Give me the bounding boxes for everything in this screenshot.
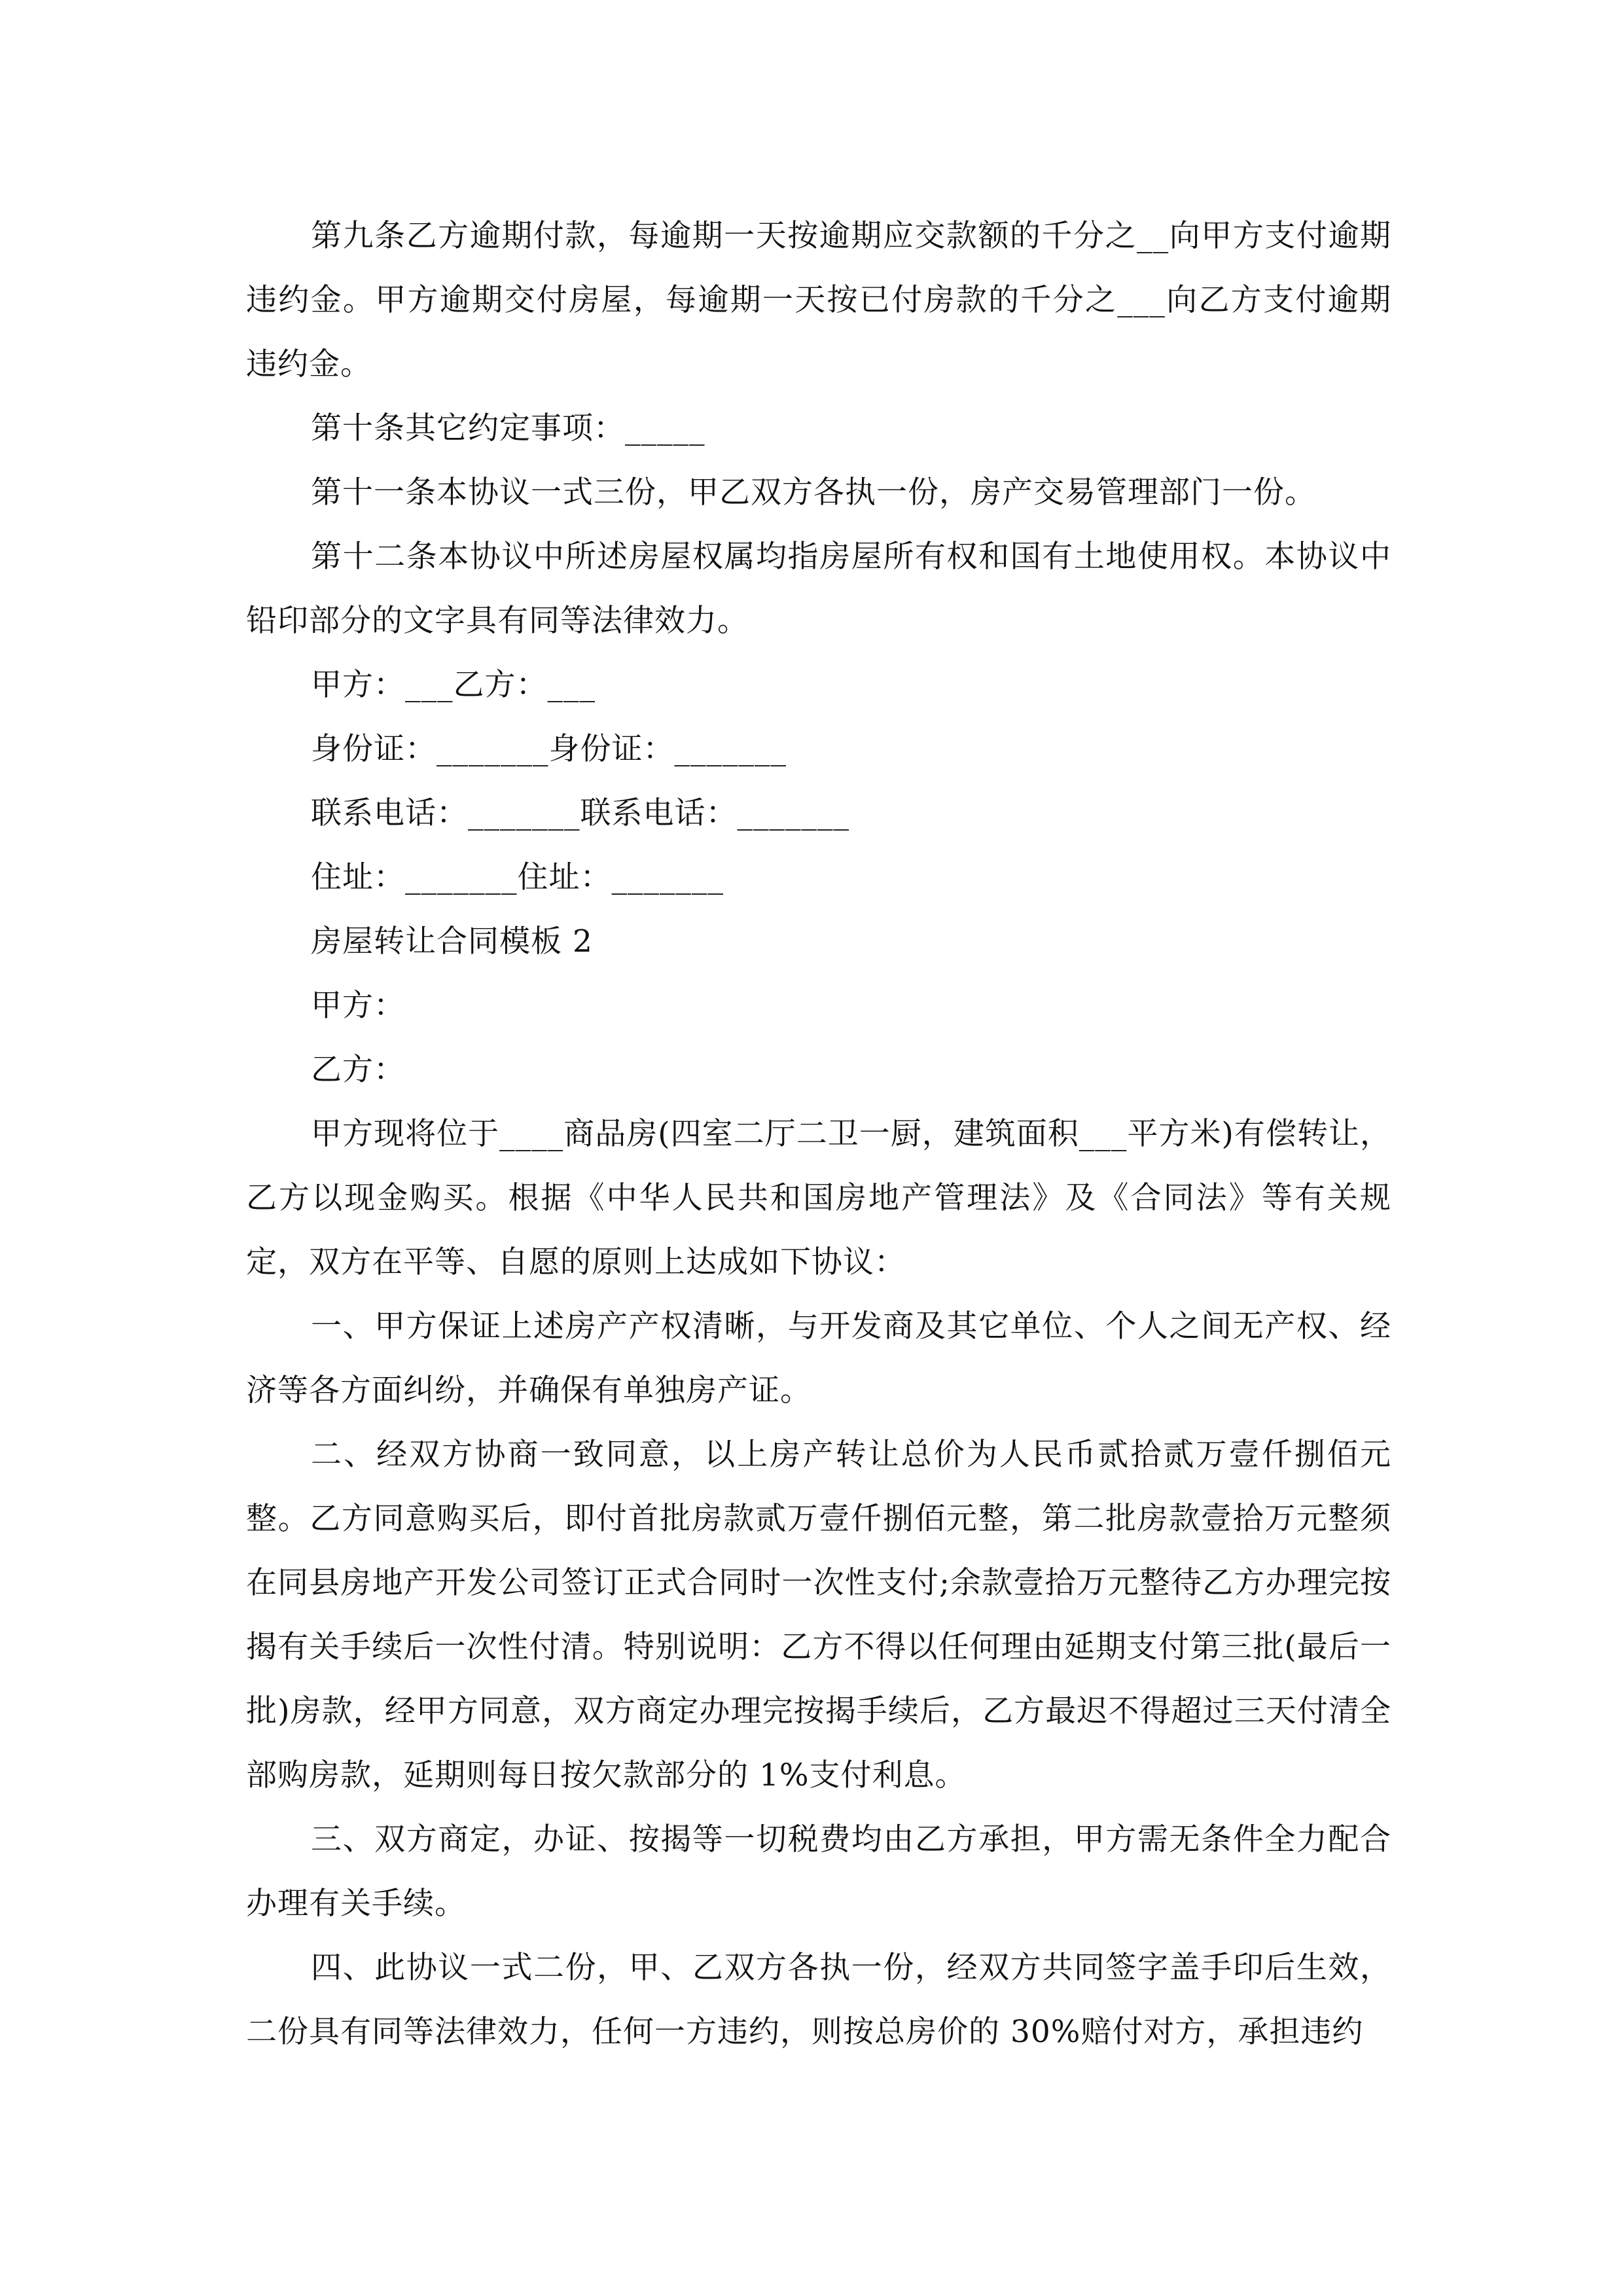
clause-3-paragraph: 三、双方商定，办证、按揭等一切税费均由乙方承担，甲方需无条件全力配合办理有关手续。 <box>246 1821 1391 1922</box>
party-b-line: 乙方： <box>311 1052 405 1088</box>
party-signature-line: 甲方：___乙方：___ <box>311 667 596 703</box>
clause-4-paragraph: 四、此协议一式二份，甲、乙双方各执一份，经双方共同签字盖手印后生效，二份具有同等法律效力，任何一方违约，则按总房价的 30%赔付对方，承担违约 <box>246 1950 1391 2050</box>
phone-line: 联系电话：_______联系电话：_______ <box>311 795 849 831</box>
address-line: 住址：_______住址：_______ <box>311 859 724 895</box>
id-card-line: 身份证：_______身份证：_______ <box>311 731 787 767</box>
template-2-heading: 房屋转让合同模板 2 <box>311 924 593 960</box>
intro-paragraph: 甲方现将位于____商品房(四室二厅二卫一厨，建筑面积___平方米)有偿转让，乙方以现金购买。根据《中华人民共和国房地产管理法》及《合同法》等有关规定，双方在平等、自愿的原则上达成如下协议： <box>246 1116 1391 1280</box>
clause-1-paragraph: 一、甲方保证上述房产产权清晰，与开发商及其它单位、个人之间无产权、经济等各方面纠纷，并确保有单独房产证。 <box>246 1308 1391 1408</box>
clause-2-paragraph: 二、经双方协商一致同意，以上房产转让总价为人民币贰拾贰万壹仟捌佰元整。乙方同意购买后，即付首批房款贰万壹仟捌佰元整，第二批房款壹拾万元整须在同县房地产开发公司签订正式合同时一次性支付;余款壹拾万元整待乙方办理完按揭有关手续后一次性付清。特别说明：乙方不得以任何理由延期支付第三批(最后一批)房款，经甲方同意，双方商定办理完按揭手续后，乙方最迟不得超过三天付清全部购房款，延期则每日按欠款部分的 1%支付利息。 <box>246 1437 1391 1793</box>
article-12-paragraph: 第十二条本协议中所述房屋权属均指房屋所有权和国有土地使用权。本协议中铅印部分的文字具有同等法律效力。 <box>246 539 1391 639</box>
document-body <box>246 204 1391 2064</box>
article-10-paragraph: 第十条其它约定事项：_____ <box>311 410 705 446</box>
article-9-paragraph: 第九条乙方逾期付款，每逾期一天按逾期应交款额的千分之__向甲方支付逾期违约金。甲方逾期交付房屋，每逾期一天按已付房款的千分之___向乙方支付逾期违约金。 <box>246 218 1391 382</box>
party-a-line: 甲方： <box>311 988 405 1024</box>
article-11-paragraph: 第十一条本协议一式三份，甲乙双方各执一份，房产交易管理部门一份。 <box>311 475 1316 511</box>
